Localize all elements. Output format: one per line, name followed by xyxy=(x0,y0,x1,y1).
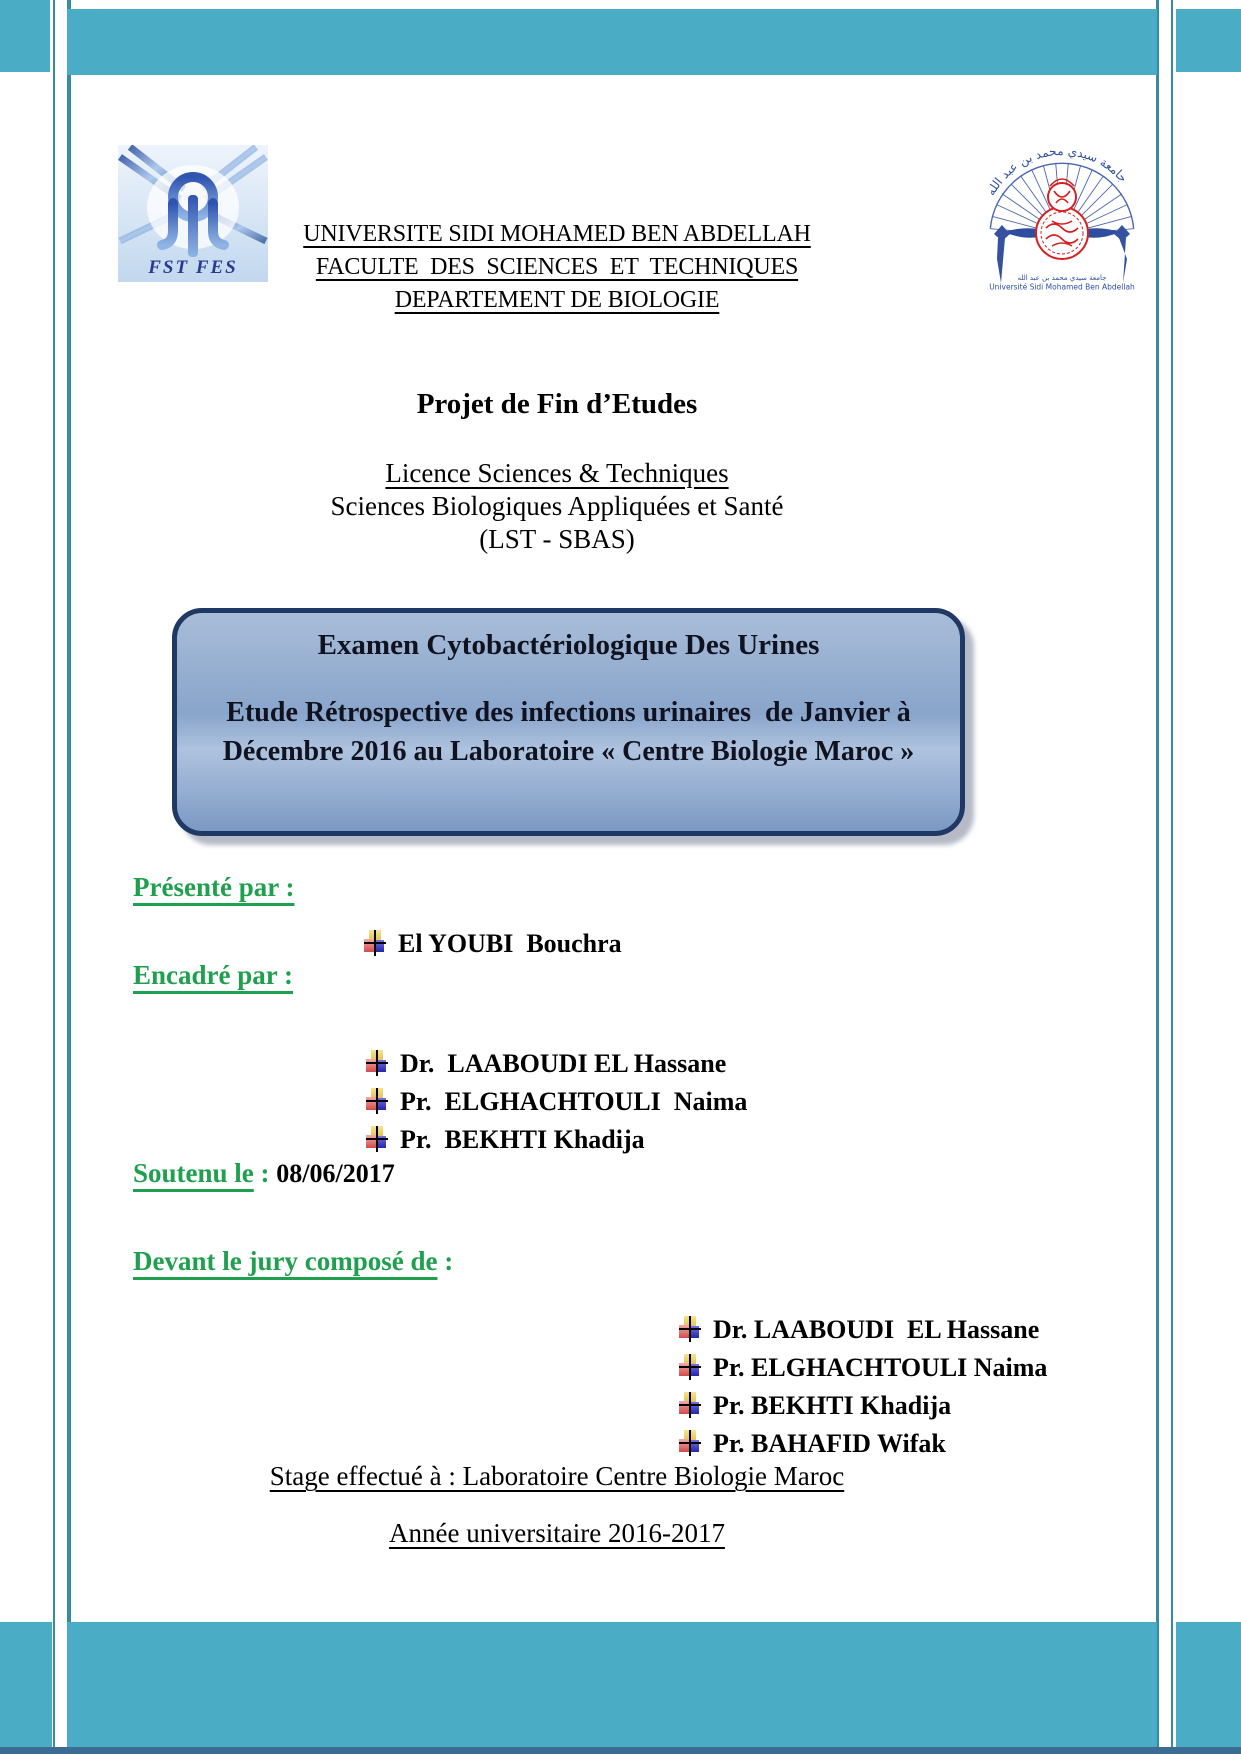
jury-member-name: Pr. BAHAFID Wifak xyxy=(713,1429,946,1458)
presented-by-item xyxy=(338,899,622,989)
degree-abbreviation: (LST - SBAS) xyxy=(479,524,635,554)
thesis-title-line3: Décembre 2016 au Laboratoire « Centre Biologie Maroc » xyxy=(222,736,915,767)
author-name: El YOUBI Bouchra xyxy=(398,929,622,958)
fst-logo-text: FST FES xyxy=(148,257,238,278)
internship-location-line: Stage effectué à : Laboratoire Centre Biologie Maroc xyxy=(269,1461,845,1491)
top-right-accent-block xyxy=(1176,9,1241,72)
right-frame-rule-line xyxy=(1156,0,1159,1754)
squares-cross-bullet-icon xyxy=(366,1126,388,1152)
top-accent-bar xyxy=(67,9,1157,75)
university-name: UNIVERSITE SIDI MOHAMED BEN ABDELLAH xyxy=(303,221,811,247)
supervisor-name: Pr. ELGHACHTOULI Naima xyxy=(400,1087,748,1116)
degree-name: Licence Sciences & Techniques xyxy=(385,458,729,488)
seal-arabic-arc-text: جامعة سيدي محمد بن عبد الله xyxy=(983,143,1131,198)
left-frame-rule-line xyxy=(67,0,71,1754)
supervisor-name: Pr. BEKHTI Khadija xyxy=(400,1125,645,1154)
squares-cross-bullet-icon xyxy=(679,1430,701,1456)
presented-by-label: Présenté par : xyxy=(133,872,295,902)
left-inner-rule-line xyxy=(53,0,55,1754)
specialty-name: Sciences Biologiques Appliquées et Santé xyxy=(330,491,784,521)
jury-member-name: Dr. LAABOUDI EL Hassane xyxy=(713,1315,1040,1344)
top-left-accent-block xyxy=(0,0,50,72)
right-inner-rule-line xyxy=(1171,0,1173,1754)
bottom-accent-bar xyxy=(67,1622,1157,1748)
defense-date-line: Soutenu le : 08/06/2017 xyxy=(133,1158,395,1188)
defense-date-label: Soutenu le xyxy=(133,1158,254,1188)
jury-member-name: Pr. BEKHTI Khadija xyxy=(713,1391,952,1420)
thesis-title-line1: Examen Cytobactériologique Des Urines xyxy=(317,629,820,661)
jury-member-name: Pr. ELGHACHTOULI Naima xyxy=(713,1353,1048,1382)
seal-red-emblem xyxy=(1036,179,1088,259)
bottom-left-accent-block xyxy=(0,1622,52,1748)
faculty-name: FACULTE DES SCIENCES ET TECHNIQUES xyxy=(315,254,799,280)
seal-arabic-caption: جامعة سيدي محمد بن عبد الله xyxy=(1017,274,1107,282)
university-header xyxy=(115,218,999,317)
degree-block xyxy=(115,457,999,556)
jury-label: Devant le jury composé de : xyxy=(133,1246,454,1276)
squares-cross-bullet-icon xyxy=(364,930,386,956)
project-type-title: Projet de Fin d’Etudes xyxy=(416,388,698,420)
seal-right-torch xyxy=(1114,225,1130,283)
supervised-by-label: Encadré par : xyxy=(133,960,293,990)
bottom-right-accent-block xyxy=(1176,1622,1241,1748)
supervisor-name: Dr. LAABOUDI EL Hassane xyxy=(400,1049,727,1078)
thesis-title-line2: Etude Rétrospective des infections urinaires de Janvier à xyxy=(226,697,911,728)
department-name: DEPARTEMENT DE BIOLOGIE xyxy=(394,287,720,313)
seal-french-caption: Université Sidi Mohamed Ben Abdellah xyxy=(989,282,1135,292)
university-seal-logo xyxy=(972,133,1152,293)
academic-year-line: Année universitaire 2016-2017 xyxy=(389,1518,725,1548)
thesis-title-box xyxy=(172,608,965,836)
bottom-dark-strip xyxy=(0,1747,1241,1754)
defense-date-value: 08/06/2017 xyxy=(276,1159,395,1188)
